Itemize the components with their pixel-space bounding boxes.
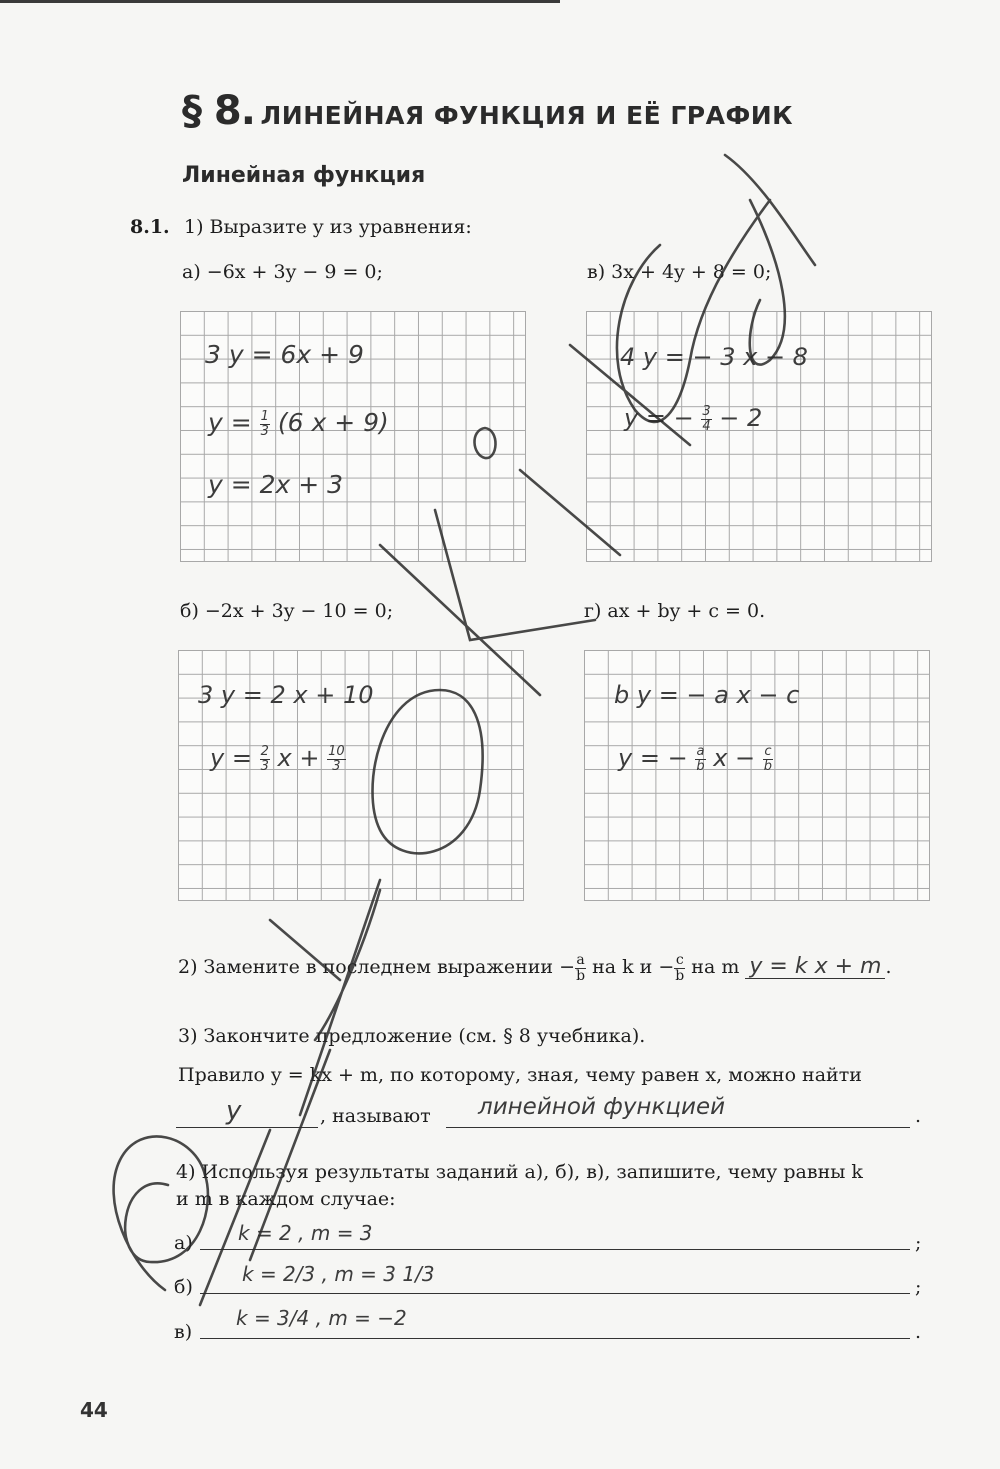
q1-prompt: 1) Выразите y из уравнения: <box>184 216 472 238</box>
b-frac1-num: 2 <box>260 744 269 759</box>
b-line2-lhs: y = <box>210 744 260 773</box>
a-line3: y = 2x + 3 <box>208 470 344 499</box>
subheading: Линейная функция <box>182 163 426 188</box>
q4-line2: и m в каждом случае: <box>176 1188 396 1210</box>
b-line2-mid: x + <box>277 744 320 773</box>
scribble-stroke-8 <box>750 200 785 365</box>
v-line2-rhs: − 2 <box>719 404 763 433</box>
page-number: 44 <box>80 1398 108 1422</box>
q3-blank1-answer: y <box>226 1096 242 1126</box>
scribble-stroke-3 <box>380 545 540 695</box>
q4b-answer: k = 2/3 , m = 3 1/3 <box>242 1262 435 1286</box>
q2-text-mid: на k и − <box>586 956 675 979</box>
q4-line1: 4) Используя результаты заданий а), б), в), запишите, чему равны k <box>176 1161 863 1183</box>
v-frac-num: 3 <box>702 404 711 419</box>
scribble-letter-o-small <box>474 428 495 458</box>
section-title: ЛИНЕЙНАЯ ФУНКЦИЯ И ЕЁ ГРАФИК <box>260 101 794 130</box>
b-frac2-num: 10 <box>328 744 345 759</box>
q4b-end: ; <box>915 1276 922 1298</box>
scribble-letter-u <box>617 200 770 422</box>
q1b-label: б) −2x + 3y − 10 = 0; <box>180 600 394 622</box>
q1v-label: в) 3x + 4y + 8 = 0; <box>587 261 772 283</box>
q2-end: . <box>885 956 892 979</box>
a-frac-num: 1 <box>260 409 269 424</box>
v-frac-den: 4 <box>702 418 711 434</box>
g-frac1-num: a <box>696 744 705 759</box>
q4v-label: в) <box>174 1321 193 1343</box>
scribble-letter-k <box>270 880 380 1115</box>
task-number: 8.1. <box>130 216 170 238</box>
q3-line1: 3) Закончите предложение (см. § 8 учебника). <box>178 1025 646 1047</box>
a-line2-lhs: y = <box>208 408 260 438</box>
g-frac2-num: c <box>764 744 772 759</box>
b-line1: 3 y = 2 x + 10 <box>198 681 374 709</box>
scribble-stroke-1 <box>200 1130 270 1305</box>
q2-frac-a-num: a <box>576 952 585 968</box>
a-line2-rhs: (6 x + 9) <box>277 408 389 438</box>
q2-frac-c-den: b <box>675 967 685 984</box>
q1a-label: а) −6x + 3y − 9 = 0; <box>182 261 383 283</box>
q4a-end: ; <box>915 1232 922 1254</box>
scribble-stroke-2 <box>250 1050 330 1260</box>
q3-middle: , называют <box>320 1105 431 1127</box>
q2-frac-a-den: b <box>576 967 586 984</box>
a-frac-den: 3 <box>260 423 269 439</box>
q3-line2: Правило y = kx + m, по которому, зная, чему равен x, можно найти <box>178 1064 862 1086</box>
q2-frac-c-num: c <box>675 952 684 968</box>
q4b-label: б) <box>174 1276 193 1298</box>
q2-answer: y = k x + m <box>745 956 885 979</box>
g-line2-lhs: y = − <box>618 744 696 773</box>
q4a-answer: k = 2 , m = 3 <box>238 1221 373 1245</box>
g-frac2-den: b <box>763 758 773 774</box>
v-line1: 4 y = − 3 x − 8 <box>620 343 808 371</box>
q4v-answer: k = 3/4 , m = −2 <box>236 1306 407 1330</box>
scribble-stroke-6 <box>570 345 690 445</box>
section-number: § 8. <box>182 88 255 134</box>
q2-text-before: 2) Замените в последнем выражении − <box>178 956 576 979</box>
a-line1: 3 y = 6x + 9 <box>205 340 364 369</box>
scribble-stroke-5 <box>520 470 620 555</box>
b-frac1-den: 3 <box>260 758 269 774</box>
g-line2-mid: x − <box>713 744 763 773</box>
q4a-label: а) <box>174 1232 193 1254</box>
q4v-end: . <box>915 1321 922 1343</box>
scribble-letter-e <box>114 1136 208 1290</box>
b-frac2-den: 3 <box>332 758 341 774</box>
q2-text-after: на m <box>685 956 740 979</box>
scribble-letter-o-large <box>373 690 483 853</box>
g-frac1-den: b <box>696 758 705 774</box>
g-line1: b y = − a x − c <box>614 681 800 709</box>
q3-blank2-answer: линейной функцией <box>478 1094 726 1120</box>
q1g-label: г) ax + by + c = 0. <box>584 600 766 622</box>
q3-end: . <box>915 1105 922 1127</box>
v-line2-lhs: y = − <box>624 404 702 433</box>
